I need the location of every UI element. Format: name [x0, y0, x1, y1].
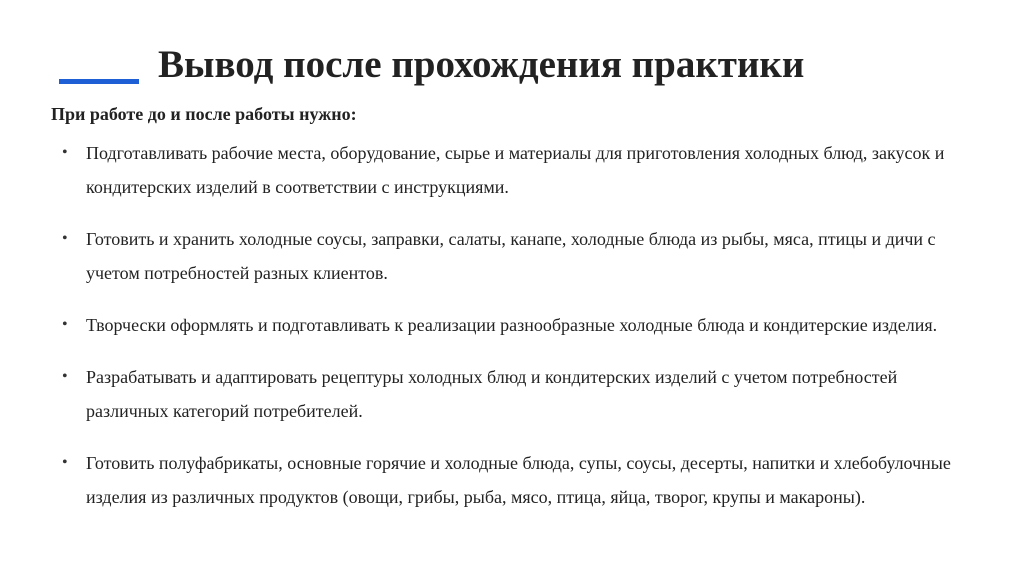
list-item — [62, 136, 962, 204]
title-accent-bar — [59, 79, 139, 84]
list-item — [62, 222, 962, 290]
bullet-icon: • — [62, 316, 68, 333]
slide-subtitle: При работе до и после работы нужно: — [51, 104, 357, 124]
bullet-icon: • — [62, 454, 68, 471]
list-item-text: Готовить и хранить холодные соусы, заправки, салаты, канапе, холодные блюда из рыбы, мяса, птицы и дичи с учетом потребностей разных клиентов. — [86, 229, 936, 283]
list-item — [62, 360, 962, 428]
list-item-text: Готовить полуфабрикаты, основные горячие и холодные блюда, супы, соусы, десерты, напитки и хлебобулочные изделия из различных продуктов (овощи, грибы, рыба, мясо, птица, яйца, творог, крупы и макароны). — [86, 453, 951, 507]
list-item-text: Творчески оформлять и подготавливать к реализации разнообразные холодные блюда и кондитерские изделия. — [86, 315, 938, 335]
slide-title: Вывод после прохождения практики — [158, 43, 805, 86]
bullet-icon: • — [62, 230, 68, 247]
list-item-text: Подготавливать рабочие места, оборудование, сырье и материалы для приготовления холодных блюд, закусок и кондитерских изделий в соответствии с инструкциями. — [86, 143, 945, 197]
bullet-icon: • — [62, 368, 68, 385]
list-item-text: Разрабатывать и адаптировать рецептуры холодных блюд и кондитерских изделий с учетом потребностей различных категорий потребителей. — [86, 367, 898, 421]
list-item — [62, 446, 962, 514]
list-item — [62, 308, 962, 342]
bullet-list — [62, 136, 962, 532]
bullet-icon: • — [62, 144, 68, 161]
